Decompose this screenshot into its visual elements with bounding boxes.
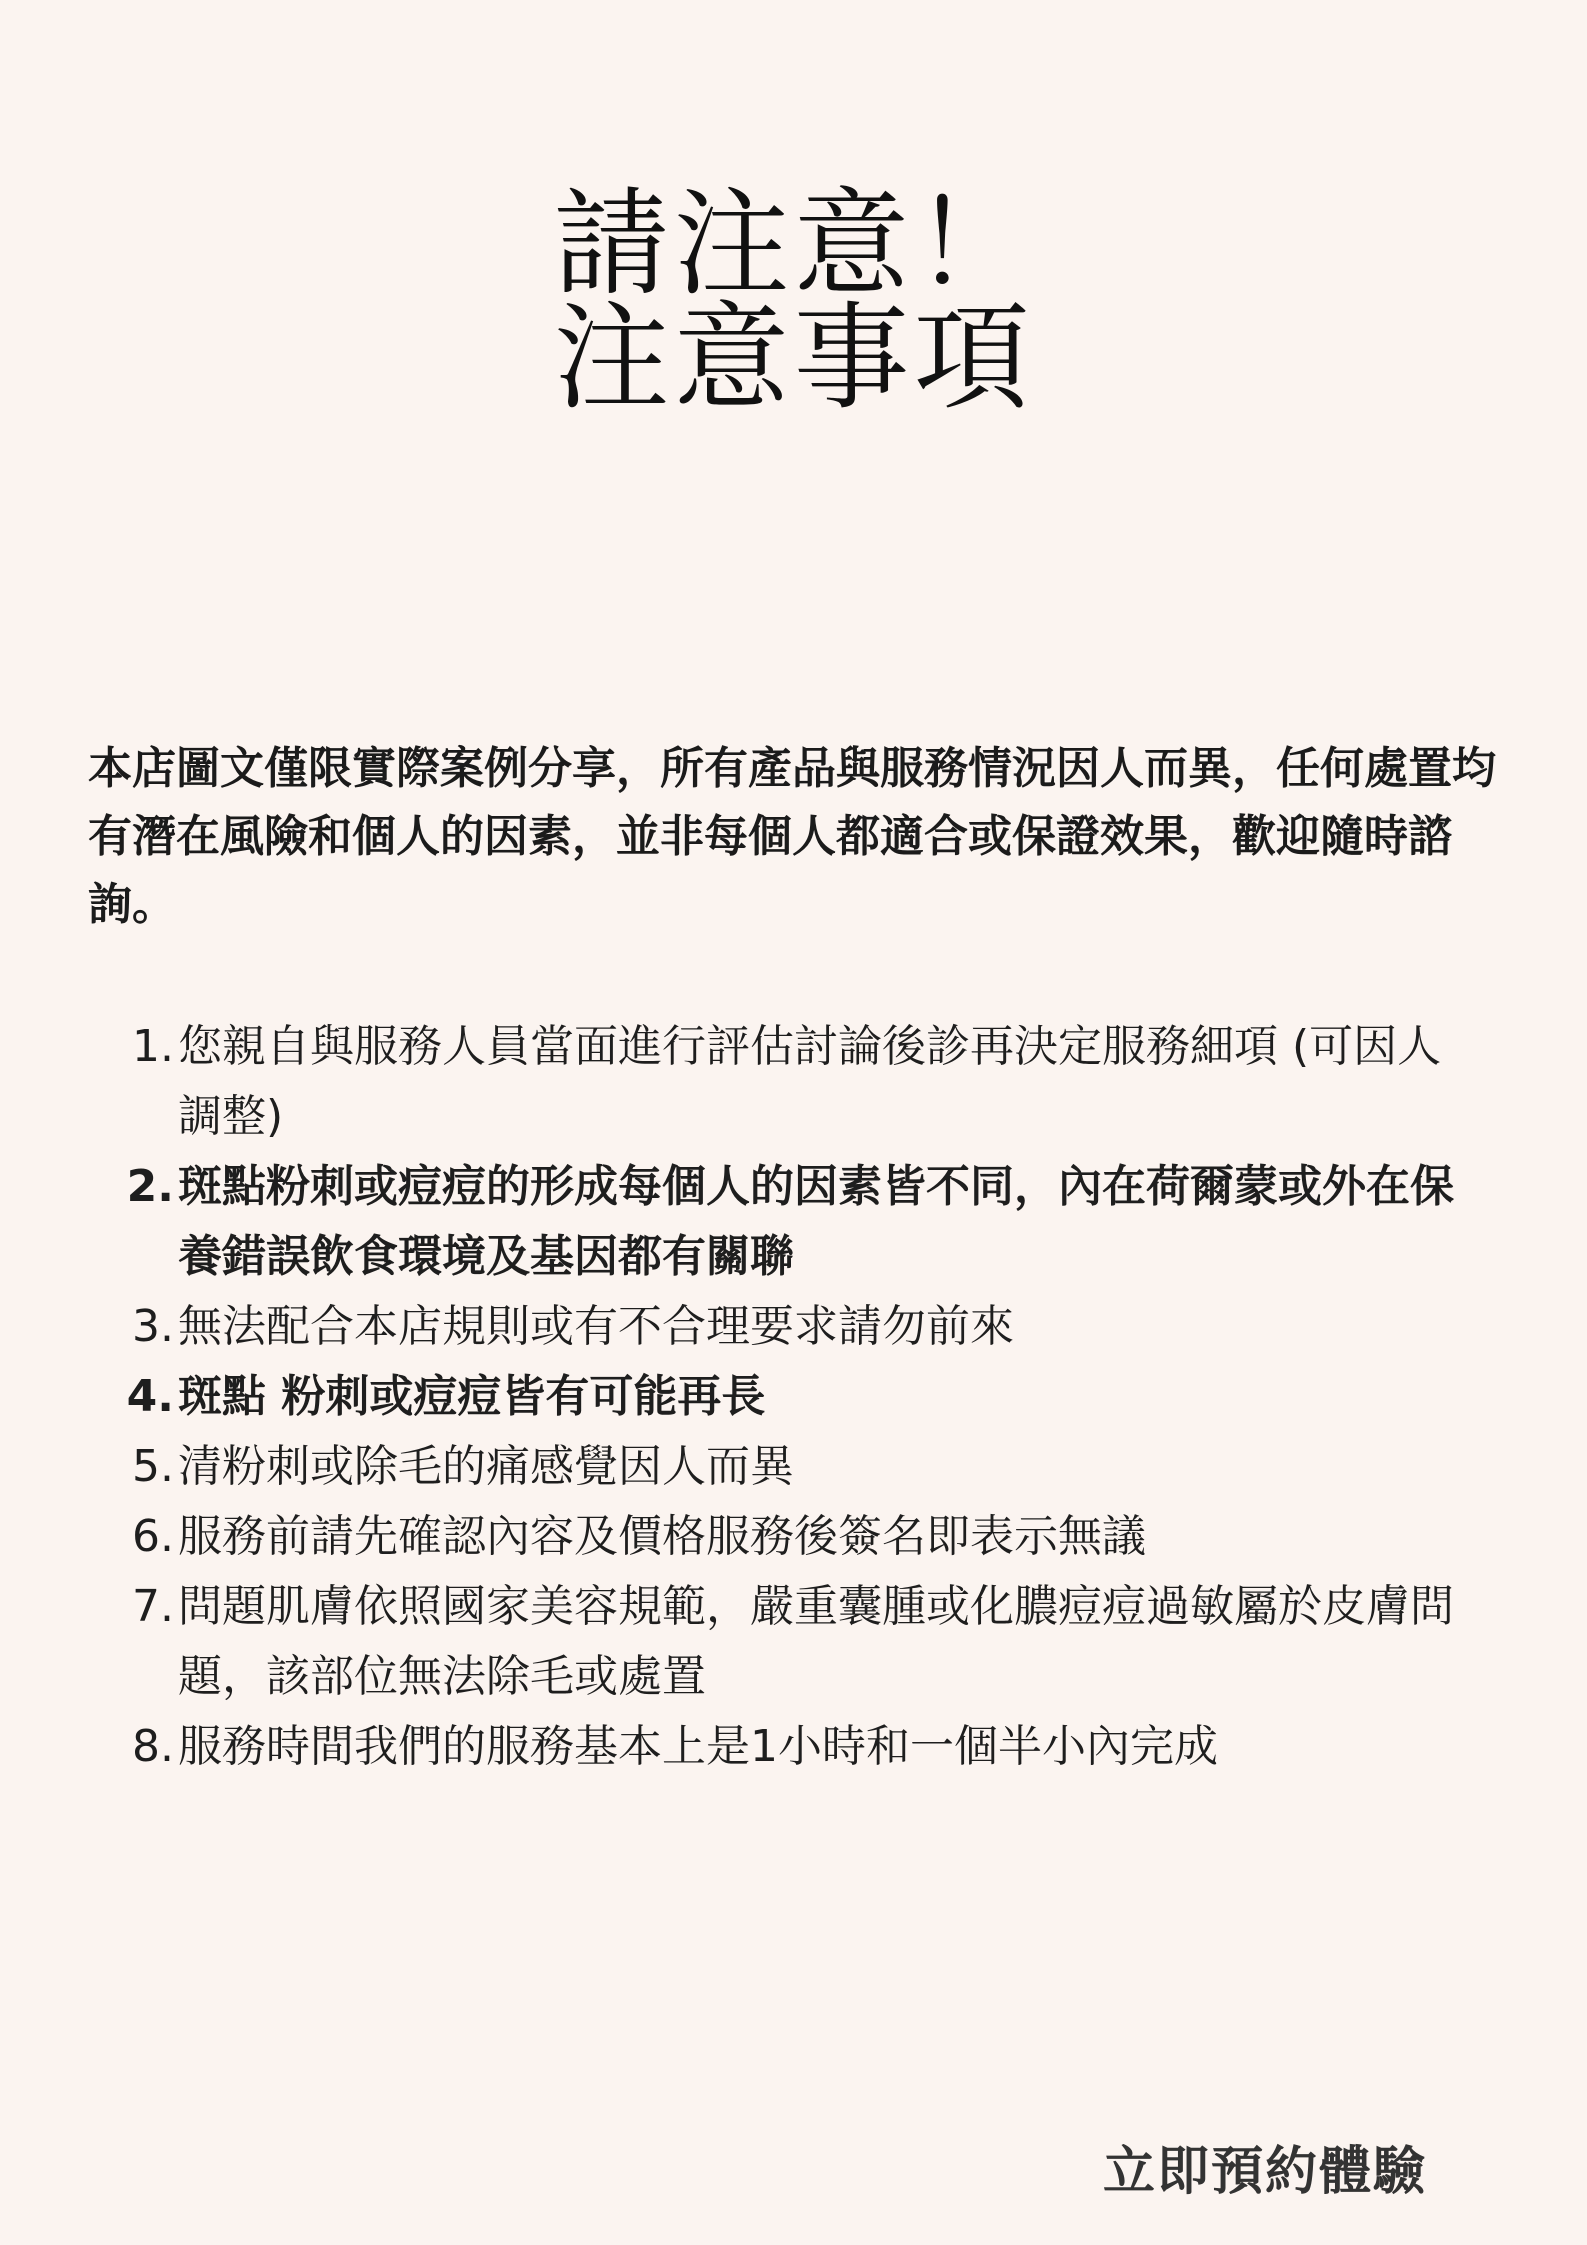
notice-text: 斑點粉刺或痘痘的形成每個人的因素皆不同，內在荷爾蒙或外在保養錯誤飲食環境及基因都有關聯 xyxy=(178,1161,1454,1282)
notice-number: 5. xyxy=(132,1441,174,1492)
notice-number: 4. xyxy=(126,1371,174,1422)
notice-number: 6. xyxy=(132,1511,174,1562)
notice-number: 1. xyxy=(132,1021,174,1072)
notice-text: 清粉刺或除毛的痛感覺因人而異 xyxy=(178,1441,794,1492)
notice-text: 無法配合本店規則或有不合理要求請勿前來 xyxy=(178,1301,1014,1352)
notice-number: 2. xyxy=(126,1161,174,1212)
notice-list xyxy=(120,1012,1480,1782)
notice-text: 問題肌膚依照國家美容規範，嚴重囊腫或化膿痘痘過敏屬於皮膚問題，該部位無法除毛或處置 xyxy=(178,1581,1454,1702)
notice-number: 3. xyxy=(132,1301,174,1352)
notice-item-4 xyxy=(120,1362,1480,1432)
notice-item-2 xyxy=(120,1152,1480,1292)
notice-number: 7. xyxy=(132,1581,174,1632)
notice-item-1 xyxy=(120,1012,1480,1152)
page-title xyxy=(0,177,1587,426)
notice-item-6 xyxy=(120,1502,1480,1572)
disclaimer-text: 本店圖文僅限實際案例分享，所有產品與服務情況因人而異，任何處置均有潛在風險和個人的因素，並非每個人都適合或保證效果，歡迎隨時諮詢。 xyxy=(88,743,1496,930)
notice-item-3 xyxy=(120,1292,1480,1362)
notice-item-8 xyxy=(120,1712,1480,1782)
notice-item-5 xyxy=(120,1432,1480,1502)
notice-text: 服務時間我們的服務基本上是1小時和一個半小內完成 xyxy=(178,1721,1218,1772)
notice-text: 服務前請先確認內容及價格服務後簽名即表示無議 xyxy=(178,1511,1146,1562)
notice-text: 斑點 粉刺或痘痘皆有可能再長 xyxy=(178,1371,766,1422)
notice-text: 您親自與服務人員當面進行評估討論後診再決定服務細項 (可因人調整) xyxy=(178,1021,1442,1142)
title-line-1: 請注意！ xyxy=(553,177,1034,312)
title-line-2: 注意事項 xyxy=(553,291,1034,426)
notice-number: 8. xyxy=(132,1721,174,1772)
book-now-button[interactable]: 立即預約體驗 xyxy=(1102,2142,1427,2202)
notice-item-7 xyxy=(120,1572,1480,1712)
